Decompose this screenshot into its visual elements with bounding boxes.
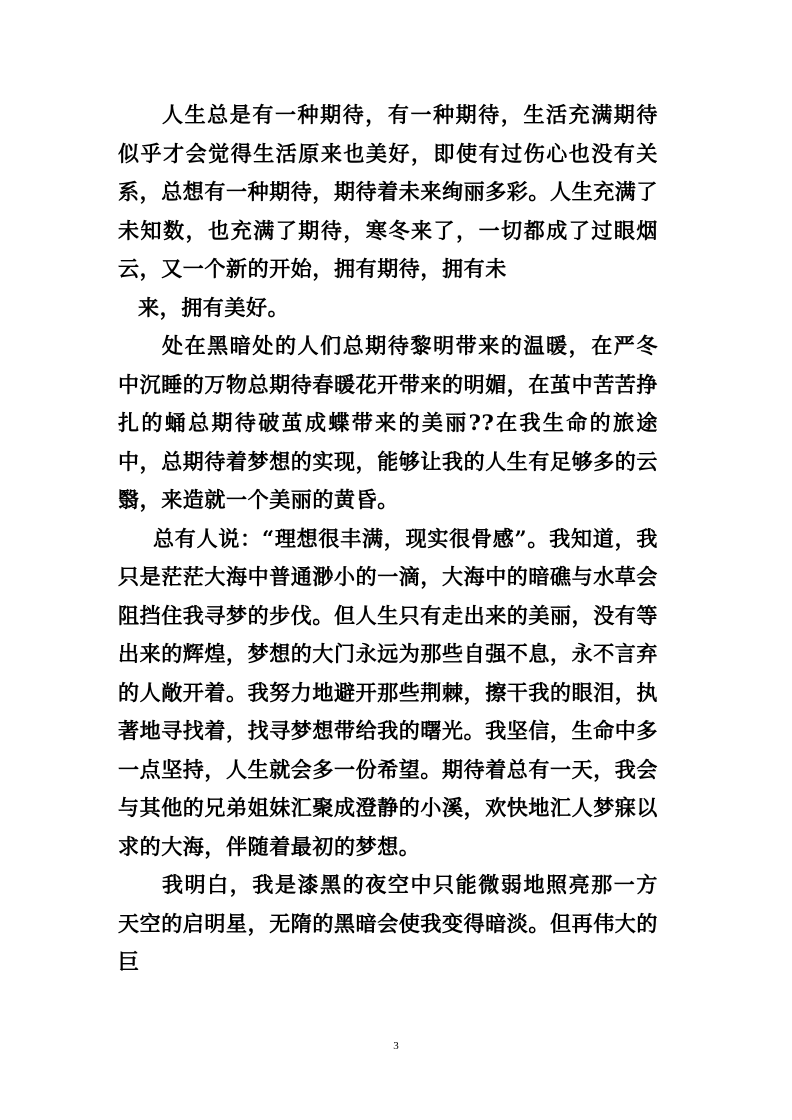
paragraph-1: 人生总是有一种期待，有一种期待，生活充满期待似乎才会觉得生活原来也美好，即使有过伤心也没有关系，总想有一种期待，期待着未来绚丽多彩。人生充满了未知数，也充满了期待，寒冬来了，一切都成了过眼烟云，又一个新的开始，拥有期待，拥有未: [118, 102, 658, 281]
body-text: [118, 96, 658, 982]
paragraph-3: 总有人说：“理想很丰满，现实很骨感”。我知道，我只是茫茫大海中普通渺小的一滴，大海中的暗礁与水草会阻挡住我寻梦的步伐。但人生只有走出来的美丽，没有等出来的辉煌，梦想的大门永远为那些自强不息，永不言弃的人敞开着。我努力地避开那些荆棘，擦干我的眼泪，执著地寻找着，找寻梦想带给我的曙光。我坚信，生命中多一点坚持，人生就会多一份希望。期待着总有一天，我会与其他的兄弟姐妹汇聚成澄静的小溪，欢快地汇人梦寐以求的大海，伴随着最初的梦想。: [118, 525, 658, 859]
paragraph-2: 处在黑暗处的人们总期待黎明带来的温暖，在严冬中沉睡的万物总期待春暖花开带来的明媚，在茧中苦苦挣扎的蛹总期待破茧成蝶带来的美丽??在我生命的旅途中，总期待着梦想的实现，能够让我的人生有足够多的云翳，来造就一个美丽的黄昏。: [118, 333, 658, 512]
page-number: 3: [393, 1040, 399, 1052]
paragraph-4: 我明白，我是漆黑的夜空中只能微弱地照亮那一方天空的启明星，无隋的黑暗会使我变得暗淡。但再伟大的巨: [118, 872, 658, 974]
paragraph-1-continuation: 来，拥有美好。: [138, 294, 290, 320]
